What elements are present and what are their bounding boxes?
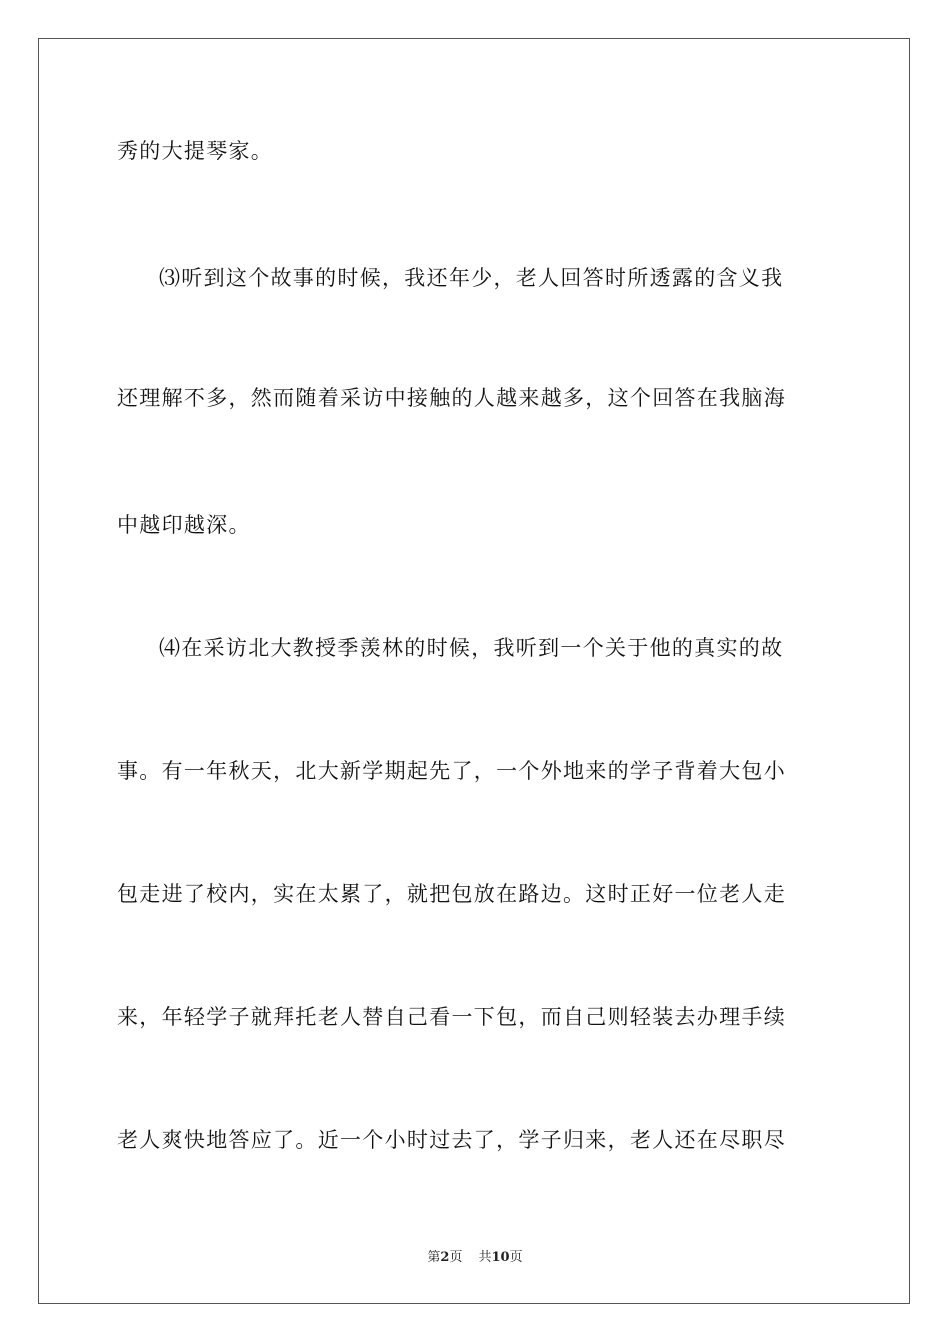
- text-line-2: ⑶听到这个故事的时候，我还年少，老人回答时所透露的含义我: [159, 266, 784, 290]
- text-line-7: 包走进了校内，实在太累了，就把包放在路边。这时正好一位老人走: [117, 882, 786, 906]
- text-line-6: 事。有一年秋天，北大新学期起先了，一个外地来的学子背着大包小: [117, 759, 786, 783]
- page-total: 10: [491, 1250, 510, 1265]
- total-prefix: 共: [478, 1250, 492, 1265]
- text-line-9: 老人爽快地答应了。近一个小时过去了，学子归来，老人还在尽职尽: [117, 1128, 786, 1152]
- page-suffix: 页: [449, 1250, 463, 1265]
- page-current: 2: [440, 1250, 450, 1265]
- text-line-3: 还理解不多，然而随着采访中接触的人越来越多，这个回答在我脑海: [117, 386, 786, 410]
- text-line-8: 来，年轻学子就拜托老人替自己看一下包，而自己则轻装去办理手续: [117, 1005, 786, 1029]
- text-line-1: 秀的大提琴家。: [117, 139, 274, 163]
- page-border: [38, 38, 910, 1304]
- page-footer: [0, 1250, 950, 1266]
- text-line-4: 中越印越深。: [117, 513, 251, 537]
- total-suffix: 页: [509, 1250, 523, 1265]
- text-line-5: ⑷在采访北大教授季羡林的时候，我听到一个关于他的真实的故: [159, 636, 784, 660]
- page-prefix: 第: [427, 1250, 441, 1265]
